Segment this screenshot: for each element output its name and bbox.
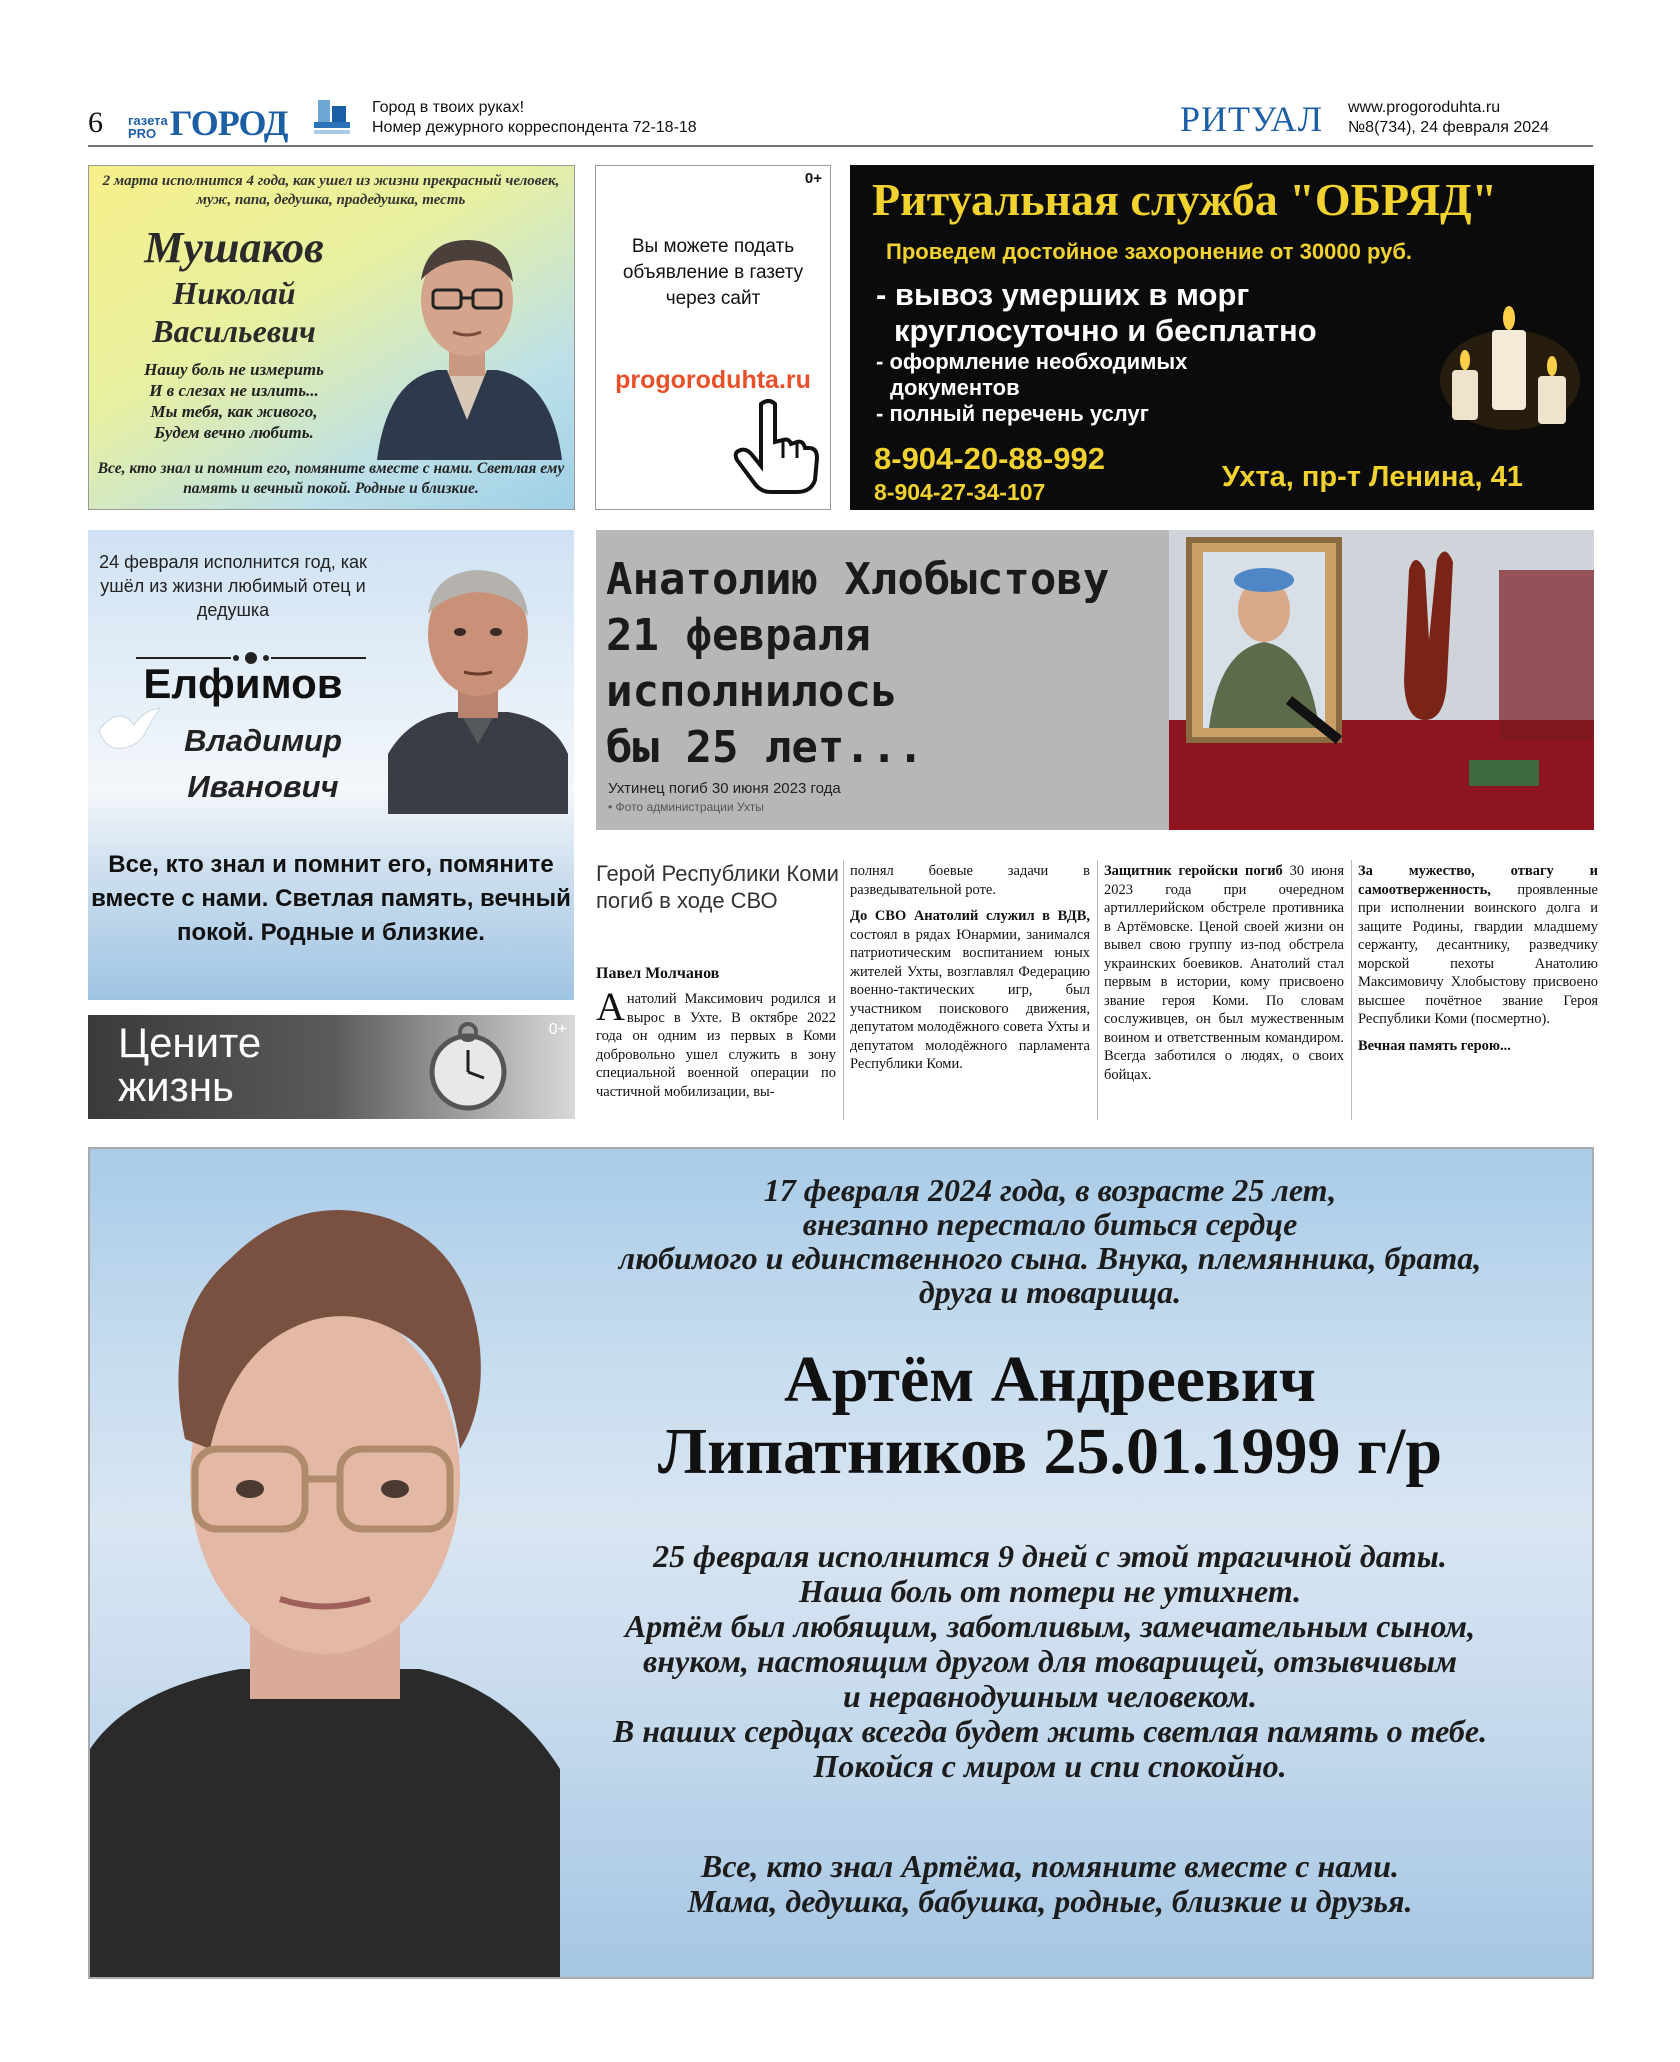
- article-column-4: [1358, 862, 1598, 1055]
- ad-poem: [109, 359, 359, 443]
- column-text: состоял в рядах Юнармии, занимался патриотическим воспитанием юных жителей Ухты, возглавлял Федерацию военно-тактических игр, был участником поискового движения, депутатом молодёжного совета Ухты и депутатом молодёжного парламента Республики Коми.: [850, 926, 1090, 1072]
- portrait-photo: [367, 220, 567, 460]
- slogan-word-1: Цените: [118, 1019, 262, 1066]
- candles-icon: [1430, 290, 1590, 450]
- ad-patronymic: Иванович: [187, 769, 339, 804]
- article-lead: Герой Республики Коми погиб в ходе СВО: [596, 861, 839, 913]
- service-title: Ритуальная служба "ОБРЯД": [872, 174, 1498, 225]
- ad-first-name: Николай: [172, 275, 296, 311]
- ad-slogan: [118, 1021, 261, 1109]
- phone-primary[interactable]: 8-904-20-88-992: [874, 441, 1105, 476]
- service-address: Ухта, пр-т Ленина, 41: [1222, 461, 1523, 493]
- ad-closing: Все, кто знал и помнит его, помяните вместе с нами. Светлая ему память и вечный покой. Родные и близкие.: [97, 460, 565, 497]
- header-slogan: [372, 98, 697, 138]
- newspaper-logo[interactable]: [128, 102, 288, 143]
- obituary-lipatnikov: [88, 1147, 1594, 1979]
- intro-line: 17 февраля 2024 года, в возрасте 25 лет,: [763, 1172, 1337, 1208]
- poem-line: Мы тебя, как живого,: [150, 402, 318, 421]
- name-line-1: Артём Андреевич: [784, 1343, 1316, 1416]
- memorial-name: [520, 1344, 1580, 1488]
- article-column-1: [596, 984, 836, 1101]
- ad-given-names: [148, 718, 378, 810]
- dove-icon: [94, 700, 164, 760]
- photo-caption: Ухтинец погиб 30 июня 2023 года: [608, 780, 841, 797]
- column-subhead: До СВО Анатолий служил в ВДВ,: [850, 908, 1090, 924]
- body-line: внуком, настоящим другом для товарищей, отзывчивым: [642, 1643, 1458, 1679]
- ad-submit-online[interactable]: [595, 165, 831, 510]
- memorial-intro: [520, 1173, 1580, 1309]
- body-line: В наших сердцах всегда будет жить светлая память о тебе.: [612, 1713, 1488, 1749]
- age-rating: 0+: [804, 170, 822, 187]
- slogan-line-2: Номер дежурного корреспондента 72-18-18: [372, 119, 697, 136]
- memorial-photo: [1169, 530, 1594, 830]
- pocket-watch-icon: [418, 1020, 518, 1114]
- obituary-ad-mushakov: [88, 165, 575, 510]
- intro-line: внезапно перестало биться сердце: [802, 1206, 1298, 1242]
- slogan-word-2: жизнь: [118, 1063, 234, 1110]
- service-item: круглосуточно и бесплатно: [894, 313, 1317, 348]
- name-line-2: Липатников 25.01.1999 г/р: [657, 1415, 1443, 1488]
- column-text: полнял боевые задачи в разведывательной роте.: [850, 863, 1090, 898]
- service-item: - вывоз умерших в морг: [876, 277, 1250, 312]
- site-url[interactable]: www.progoroduhta.ru: [1348, 99, 1501, 116]
- article-headline: [606, 552, 1109, 776]
- issue-info: №8(734), 24 февраля 2024: [1348, 119, 1549, 136]
- headline-line-1: Анатолию Хлобыстову: [606, 554, 1110, 605]
- portrait-photo: [90, 1149, 570, 1979]
- ad-site-link[interactable]: progoroduhta.ru: [615, 366, 811, 394]
- headline-line-4: бы 25 лет...: [606, 722, 924, 773]
- ad-first-name: Владимир: [184, 723, 342, 758]
- service-list: [876, 277, 1317, 427]
- poem-line: Нашу боль не измерить: [144, 360, 324, 379]
- ad-surname: Елфимов: [143, 660, 343, 707]
- ad-text: Вы можете подать объявление в газету через сайт: [622, 236, 804, 309]
- service-item: - полный перечень услуг: [876, 401, 1149, 426]
- drop-cap: А: [596, 984, 625, 1029]
- column-divider: [843, 860, 844, 1120]
- logo-title: ГОРОД: [169, 103, 288, 143]
- ad-funeral-service: [850, 165, 1594, 510]
- body-line: и неравнодушным человеком.: [842, 1678, 1258, 1714]
- column-text: проявленные при исполнении воинского долга и защите Родины, гвардии младшему сержанту, десантнику, разведчику морской пехоты Анатолию Максимовичу Хлобыстову присвоено высшее почётное звание Героя Республики Коми (посмертно).: [1358, 881, 1598, 1027]
- ad-given-names: [109, 274, 359, 350]
- slogan-line-1: Город в твоих руках!: [372, 99, 525, 116]
- phone-secondary[interactable]: 8-904-27-34-107: [874, 479, 1046, 505]
- poem-line: И в слезах не излить...: [149, 381, 319, 400]
- body-line: Наша боль от потери не утихнет.: [798, 1573, 1302, 1609]
- poem-line: Будем вечно любить.: [154, 423, 314, 442]
- intro-line: любимого и единственного сына. Внука, племянника, брата,: [618, 1240, 1482, 1276]
- headline-line-2: 21 февраля: [606, 610, 871, 661]
- closing-line: Мама, дедушка, бабушка, родные, близкие и друзья.: [687, 1883, 1413, 1919]
- headline-line-3: исполнилось: [606, 666, 898, 717]
- article-author: Павел Молчанов: [596, 965, 720, 982]
- obituary-ad-elfimov: [88, 530, 574, 1000]
- body-line: 25 февраля исполнится 9 дней с этой трагичной даты.: [653, 1538, 1447, 1574]
- memorial-closing: [520, 1849, 1580, 1919]
- intro-line: друга и товарища.: [918, 1274, 1182, 1310]
- article-banner: [596, 530, 1594, 830]
- column-divider: [1097, 860, 1098, 1120]
- closing-line: Все, кто знал Артёма, помяните вместе с нами.: [701, 1848, 1399, 1884]
- ad-surname: Мушаков: [144, 223, 324, 272]
- column-text: натолий Максимович родился и вырос в Ухте. В октябре 2022 года он одним из первых в Коми добровольно ушел служить в зону специальной военной операции по частичной мобилизации, вы-: [596, 991, 836, 1100]
- age-rating: 0+: [548, 1021, 567, 1038]
- logo-small-1: газета: [128, 113, 168, 128]
- ad-cherish-life: [88, 1015, 575, 1119]
- ad-closing: Все, кто знал и помнит его, помяните вместе с нами. Светлая память, вечный покой. Родные и близкие.: [91, 851, 571, 946]
- memorial-body: [520, 1539, 1580, 1784]
- column-divider: [1351, 860, 1352, 1120]
- column-text: 30 июня 2023 года при очередном артиллерийском обстреле противника в Артёмовске. Ценой своей жизни он вывел свою группу из-под обстрела украинских боевиков. Анатолий стал первым в истории, кому присвоено звание героя Коми. По словам сослуживцев, он был мужественным воином и ответственным командиром. Всегда заботился о людях, о своих бойцах.: [1104, 863, 1344, 1083]
- city-emblem-icon: [310, 96, 354, 138]
- header-site-info: [1348, 98, 1549, 138]
- page-number: 6: [88, 106, 103, 139]
- column-closing: Вечная память герою...: [1358, 1037, 1511, 1054]
- body-line: Артём был любящим, заботливым, замечательным сыном,: [624, 1608, 1476, 1644]
- ad-patronymic: Васильевич: [152, 313, 316, 349]
- service-item: документов: [890, 375, 1020, 400]
- ad-intro: 24 февраля исполнится год, как ушёл из жизни любимый отец и дедушка: [99, 552, 367, 620]
- service-item: - оформление необходимых: [876, 349, 1188, 374]
- pointer-hand-icon: [731, 396, 821, 496]
- header-divider: [88, 145, 1593, 147]
- portrait-photo: [388, 544, 568, 814]
- column-subhead: Защитник геройски погиб: [1104, 863, 1283, 879]
- ad-intro: 2 марта исполнится 4 года, как ушел из жизни прекрасный человек, муж, папа, дедушка, прадедушка, тесть: [102, 173, 560, 208]
- service-subtitle: Проведем достойное захоронение от 30000 руб.: [886, 239, 1413, 264]
- body-line: Покойся с миром и спи спокойно.: [813, 1748, 1287, 1784]
- logo-small-2: PRO: [128, 126, 157, 141]
- section-title: РИТУАЛ: [1180, 99, 1324, 139]
- article-column-2: [850, 862, 1090, 1074]
- photo-credit: • Фото администрации Ухты: [608, 800, 764, 814]
- article-column-3: [1104, 862, 1344, 1084]
- column-subhead: За мужество, отвагу и самоотверженность,: [1358, 863, 1598, 898]
